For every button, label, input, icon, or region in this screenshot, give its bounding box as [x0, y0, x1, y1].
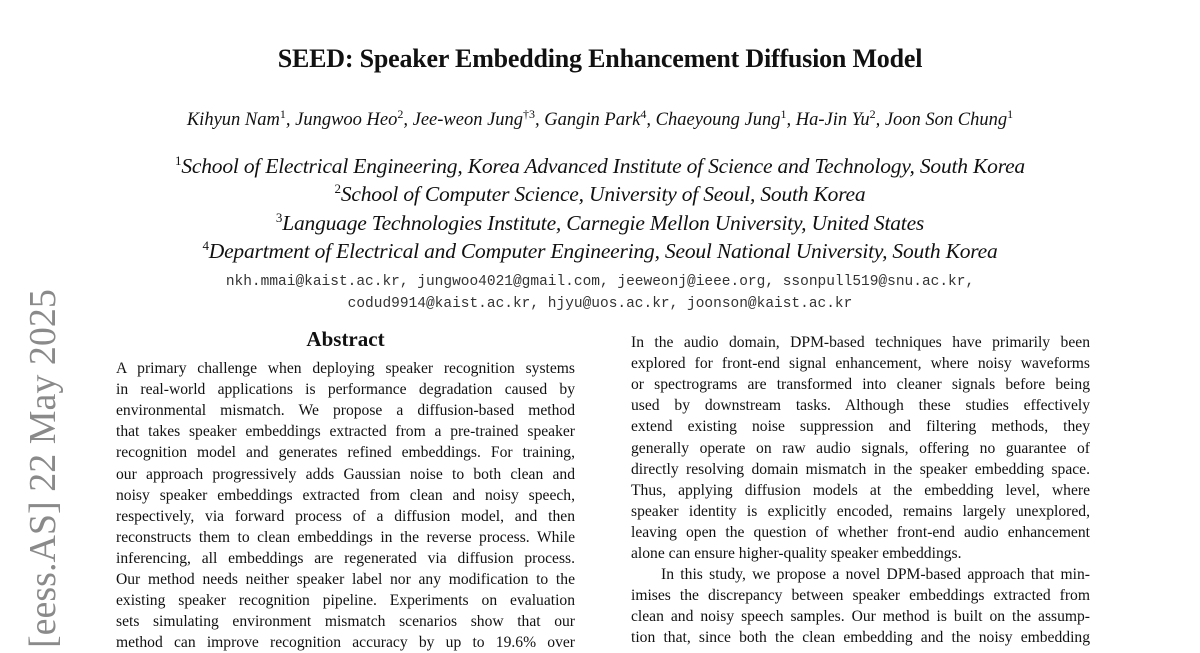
text-line: extend existing noise suppression and filtering methods, they [631, 418, 1090, 436]
author-name: Jee-weon Jung [412, 110, 524, 131]
text-line: recognition model and generates refined embeddings. For training, [116, 444, 575, 462]
affiliation-mark: 2 [334, 181, 341, 196]
text-line: Thus, applying diffusion models at the embedding level, where [631, 481, 1090, 499]
text-line: noisy speaker embeddings extracted from clean and noisy speech, [116, 486, 575, 504]
text-line: directly resolving domain mismatch in the speaker embedding space. [631, 460, 1090, 478]
text-line: alone can ensure higher-quality speaker embeddings. [631, 545, 962, 562]
affiliation-mark: 3 [275, 210, 283, 225]
affiliation [0, 238, 1200, 264]
text-line: generally operate on raw audio signals, offering no guarantee of [631, 439, 1090, 457]
author-affiliation-mark: 2 [397, 107, 404, 121]
author-name: Kihyun Nam [186, 110, 280, 131]
text-line: In this study, we propose a novel DPM-based approach that min- [661, 566, 1090, 584]
arxiv-stamp: [eess.AS] 22 May 2025 [22, 289, 64, 648]
author-list: Kihyun Nam$^1$, Jungwoo Heo$^2$, Jee-weon Jung$^{\dagger 3}$, Gangin Park$^4$, Chaeyoung Jung$^1$, Ha-Jin Yu$^2$, Joon Son Chung$^1$ [186, 107, 1014, 131]
author-affiliation-mark: 1 [279, 107, 286, 121]
text-line: sets simulating environment mismatch scenarios show that our [116, 613, 575, 631]
text-line: imises the discrepancy between speaker embeddings extracted from [631, 587, 1090, 605]
author-affiliation-mark: 1 [780, 107, 787, 121]
author-affiliation-mark: 4 [640, 107, 647, 121]
author-name: Gangin Park [544, 110, 641, 131]
text-line: inferencing, all embeddings are regenerated via diffusion process. [116, 549, 575, 567]
text-line: Our method needs neither speaker label nor any modification to the [116, 571, 575, 588]
text-line: explored for front-end signal enhancement, where noisy waveforms [631, 355, 1090, 373]
email-line: codud9914@kaist.ac.kr, hjyu@uos.ac.kr, joonson@kaist.ac.kr [347, 296, 853, 312]
text-line: that takes speaker embeddings extracted from a pre-trained speaker [116, 423, 575, 441]
author-affiliation-mark: 1 [1007, 107, 1014, 121]
affiliation [0, 153, 1200, 179]
text-line: respectively, via forward process of a diffusion model, and then [116, 507, 575, 525]
text-line: leaving open the question of whether front-end audio enhancement [631, 523, 1090, 541]
author-name: Chaeyoung Jung [655, 110, 781, 131]
author-name: Ha-Jin Yu [795, 110, 870, 131]
author-name: Jungwoo Heo [295, 110, 398, 131]
author-affiliation-mark: †3 [523, 107, 536, 121]
affiliation-mark: 1 [175, 153, 182, 168]
affiliation [0, 181, 1200, 207]
text-line: environmental mismatch. We propose a diffusion-based method [116, 402, 575, 420]
paper-title: SEED: Speaker Embedding Enhancement Diffusion Model [277, 44, 923, 73]
abstract-heading: Abstract [306, 327, 385, 351]
text-line: In the audio domain, DPM-based techniques have primarily been [631, 334, 1090, 351]
text-line: used by downstream tasks. Although these studies effectively [631, 397, 1090, 415]
author-name: Joon Son Chung [884, 110, 1008, 131]
author-affiliation-mark: 2 [869, 107, 876, 121]
text-line: clean and noisy speech samples. Our method is built on the assump- [631, 608, 1090, 626]
text-line: or spectrograms are transformed into cleaner signals before being [631, 376, 1090, 394]
text-line: existing speaker recognition pipeline. Experiments on evaluation [116, 592, 575, 610]
affiliation-mark: 4 [202, 238, 209, 253]
text-line: our approach progressively adds Gaussian noise to both clean and [116, 465, 575, 483]
text-line: in real-world applications is performance degradation caused by [116, 381, 575, 399]
affiliation-text: Language Technologies Institute, Carnegie Mellon University, United States [282, 211, 925, 236]
text-line: reconstructs them to clean embeddings in the reverse process. While [116, 528, 575, 546]
text-line: method can improve recognition accuracy by up to 19.6% over [116, 634, 575, 652]
text-line: A primary challenge when deploying speaker recognition systems [116, 360, 575, 377]
text-line: tion that, since both the clean embedding and the noisy embedding [631, 629, 1090, 647]
affiliation-text: Department of Electrical and Computer Engineering, Seoul National University, South Korea [208, 239, 998, 264]
affiliation-text: School of Computer Science, University of Seoul, South Korea [340, 182, 866, 207]
affiliation-text: School of Electrical Engineering, Korea Advanced Institute of Science and Technology, South Korea [181, 154, 1025, 179]
email-line: nkh.mmai@kaist.ac.kr, jungwoo4021@gmail.com, jeeweonj@ieee.org, ssonpull519@snu.ac.kr, [225, 274, 975, 290]
affiliation [0, 210, 1200, 236]
text-line: speaker identity is explicitly encoded, remains largely unexplored, [631, 502, 1090, 520]
